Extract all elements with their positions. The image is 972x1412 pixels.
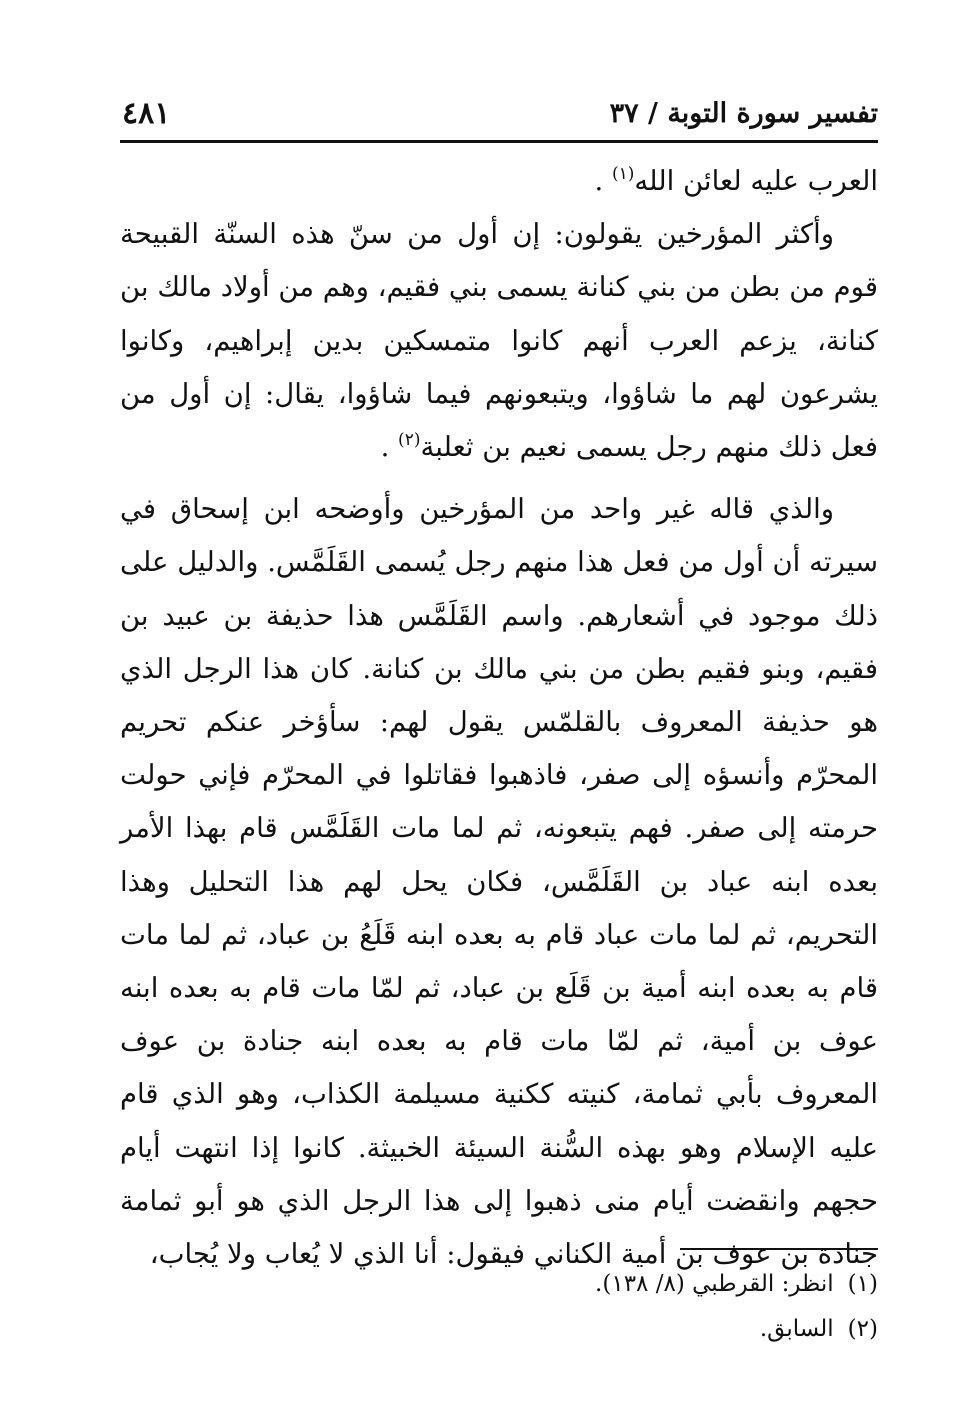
footnote-text: السابق. (759, 1316, 834, 1342)
footnote (120, 1262, 878, 1307)
footnote-number: (٢) (847, 1316, 878, 1342)
paragraph-text: العرب عليه لعائن الله (634, 165, 878, 197)
footnote-reference[interactable]: (١) (611, 164, 635, 184)
header-rule (120, 140, 878, 143)
paragraph-tail: . (380, 431, 399, 464)
footnote-separator (680, 1248, 878, 1250)
footnotes (120, 1262, 878, 1352)
running-header (120, 92, 878, 136)
paragraph-text: والذي قاله غير واحد من المؤرخين وأوضحه ابن إسحاق في سيرته أن أول من فعل هذا منهم رجل يُسمى القَلَمَّس. والدليل على ذلك موجود في أشعارهم. واسم القَلَمَّس هذا حذيفة بن عبيد بن فقيم، وبنو فقيم بطن من بني مالك بن كنانة. كان هذا الرجل الذي هو حذيفة المعروف بالقلمّس يقول لهم: سأؤخر عنكم تحريم المحرّم وأنسؤه إلى صفر، فاذهبوا فقاتلوا في المحرّم فإني حولت حرمته إلى صفر. فهم يتبعونه، ثم لما مات القَلَمَّس قام بهذا الأمر بعده ابنه عباد بن القَلَمَّس، فكان يحل لهم هذا التحليل وهذا التحريم، ثم لما مات عباد قام به بعده ابنه قَلَعُ بن عباد، ثم لما مات قام به بعده ابنه أمية بن قَلَع بن عباد، ثم لمّا مات قام به بعده ابنه عوف بن أمية، ثم لمّا مات قام به بعده ابنه جنادة بن عوف المعروف بأبي ثمامة، كنيته ككنية مسيلمة الكذاب، وهو الذي قام عليه الإسلام وهو بهذه السُّنة السيئة الخبيثة. كانوا إذا انتهت أيام حجهم وانقضت أيام منى ذهبوا إلى هذا الرجل الذي هو أبو ثمامة جنادة بن عوف بن أمية الكناني فيقول: أنا الذي لا يُعاب ولا يُجاب، (120, 493, 878, 1271)
footnote-number: (١) (847, 1271, 878, 1297)
page-number: ٤٨١ (122, 96, 171, 131)
running-title: تفسير سورة التوبة / ٣٧ (609, 98, 878, 129)
paragraph-tail: . (594, 165, 612, 197)
footnote (120, 1307, 878, 1352)
paragraph-text: وأكثر المؤرخين يقولون: إن أول من سنّ هذه السنّة القبيحة قوم من بطن من بني كنانة يسمى بني فقيم، وهم من أولاد مالك بن كنانة، يزعم العرب أنهم كانوا متمسكين بدين إبراهيم، وكانوا يشرعون لهم ما شاؤوا، ويتبعونهم فيما شاؤوا، يقال: إن أول من فعل ذلك منهم رجل يسمى نعيم بن ثعلبة (120, 218, 878, 464)
footnote-reference[interactable]: (٢) (398, 430, 421, 451)
paragraph (120, 483, 878, 1281)
body-text (120, 155, 878, 1281)
paragraph (120, 208, 878, 474)
footnote-text: انظر: القرطبي (٨/ ١٣٨). (595, 1271, 834, 1297)
paragraph (120, 155, 878, 208)
